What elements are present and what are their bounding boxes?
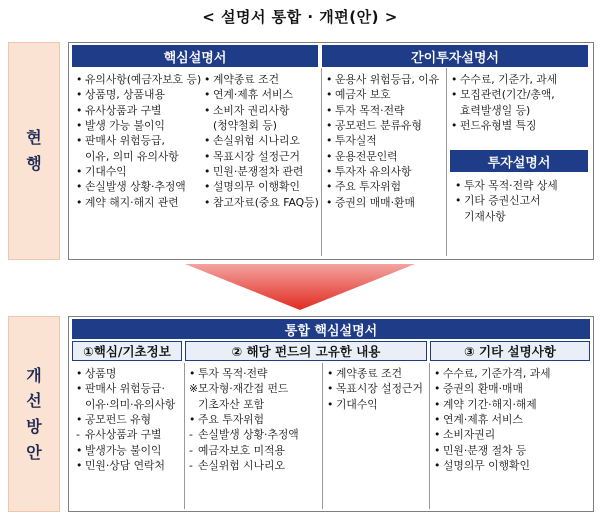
divider: [321, 68, 322, 256]
list-item: • 소비자권리: [434, 427, 590, 442]
divider: [322, 363, 323, 509]
list-item: • 설명의무 이행확인: [204, 179, 322, 194]
list-item: • 기타 증권신고서: [455, 193, 589, 208]
list-item: • 주요 투자위험: [326, 179, 444, 194]
section1-list: [76, 366, 184, 473]
list-item: • 상품명, 상품내용: [76, 87, 202, 102]
list-item: • 펀드유형별 특징: [451, 118, 589, 133]
list-item: - 예금자보호 미적용: [189, 443, 319, 458]
list-item: • 설명의무 이행확인: [434, 458, 590, 473]
list-item: • 유사상품과 구별: [76, 103, 202, 118]
section2-header: ② 해당 펀드의 고유한 내용: [185, 341, 427, 361]
list-item: 기재사항: [464, 209, 506, 223]
list-item: • 유의사항(예금자보호 등): [76, 72, 202, 87]
core-summary-header: 핵심설명서: [72, 45, 318, 67]
list-item: • 공모펀드 분류유형: [326, 118, 444, 133]
list-item: • 판매사 위험등급,: [76, 133, 202, 148]
section3-header: ③ 기타 설명사항: [430, 341, 590, 361]
list-item: • 기대수익: [76, 164, 202, 179]
list-item: • 투자 목적·전략: [189, 366, 319, 381]
list-item: • 투자 목적·전략: [326, 103, 444, 118]
list-item: 이유·의미·유의사항: [85, 397, 176, 411]
list-item: • 계약 해지·해지 관련: [76, 195, 202, 210]
list-item: • 운용전문인력: [326, 149, 444, 164]
list-item: • 연계·제휴 서비스: [434, 412, 590, 427]
side-char: 현: [26, 128, 42, 148]
side-char: 방: [26, 417, 42, 436]
list-item: • 운용사 위험등급, 이유: [326, 72, 444, 87]
list-item: • 계약 기간·해지·해제: [434, 397, 590, 412]
list-item: • 기대수익: [327, 397, 427, 412]
list-item: • 투자 목적·전략 상세: [455, 178, 589, 193]
core-list-col1: [76, 72, 202, 210]
simple-list-col2: [451, 72, 589, 133]
section2-list-col2: [327, 366, 427, 412]
section3-list: [434, 366, 590, 473]
list-item: • 민원·분쟁 절차 등: [434, 443, 590, 458]
list-item: • 계약종료 조건: [204, 72, 322, 87]
list-item: • 목표시장 설정근거: [204, 149, 322, 164]
list-item: • 손실발생 상황·추정액: [76, 179, 202, 194]
list-item: • 발생 가능 불이익: [76, 118, 202, 133]
page-title: < 설명서 통합 · 개편(안) >: [202, 8, 398, 26]
divider: [446, 68, 447, 256]
divider: [429, 363, 430, 509]
core-list-col2: [204, 72, 322, 210]
down-arrow-icon: [185, 264, 415, 310]
list-item: • 민원·분쟁절차 관련: [204, 164, 322, 179]
current-side-label: [8, 42, 60, 260]
improved-side-label: [8, 316, 60, 512]
divider: [184, 363, 185, 509]
list-item: - 유사상품과 구별: [76, 427, 184, 442]
simple-prospectus-header: 간이투자설명서: [322, 45, 588, 67]
list-item: • 수수료, 기준가, 과세: [451, 72, 589, 87]
side-char: 안: [26, 442, 42, 462]
list-item: • 판매사 위험등급·: [76, 381, 184, 396]
simple-list-col1: [326, 72, 444, 210]
list-item: • 민원·상담 연락처: [76, 458, 184, 473]
integrated-summary-header: 통합 핵심설명서: [72, 319, 590, 339]
list-item: • 증권의 매매·환매: [326, 195, 444, 210]
side-char: 개: [26, 365, 42, 385]
list-item: 이유, 의미 유의사항: [85, 149, 179, 163]
list-item: • 모집관련(기간/총액,: [451, 87, 589, 102]
prospectus-list: [455, 178, 589, 224]
side-char: 선: [26, 391, 42, 411]
list-item: • 상품명: [76, 366, 184, 381]
list-item: • 손실위험 시나리오: [204, 133, 322, 148]
list-item: • 증권의 환매·매매: [434, 381, 590, 396]
section1-header: ①핵심/기초정보: [72, 341, 182, 361]
side-char: 행: [26, 154, 42, 173]
list-item: • 공모펀드 유형: [76, 412, 184, 427]
list-item: • 연계·제휴 서비스: [204, 87, 322, 102]
list-item: ※ 모자형·재간접 펀드: [189, 381, 319, 396]
prospectus-header: 투자설명서: [450, 150, 588, 172]
list-item: 효력발생일 등): [460, 103, 531, 117]
list-item: • 발생가능 불이익: [76, 443, 184, 458]
list-item: • 투자실적: [326, 133, 444, 148]
list-item: (청약철회 등): [213, 118, 278, 132]
list-item: 기초자산 포함: [198, 397, 265, 411]
list-item: • 투자자 유의사항: [326, 164, 444, 179]
list-item: • 참고자료(중요 FAQ등): [204, 195, 322, 210]
list-item: • 목표시장 설정근거: [327, 381, 427, 396]
section2-list-col1: [189, 366, 319, 473]
list-item: • 수수료, 기준가격, 과세: [434, 366, 590, 381]
list-item: • 주요 투자위험: [189, 412, 319, 427]
list-item: - 손실발생 상황·추정액: [189, 427, 319, 442]
list-item: • 계약종료 조건: [327, 366, 427, 381]
list-item: • 예금자 보호: [326, 87, 444, 102]
list-item: - 손실위험 시나리오: [189, 458, 319, 473]
list-item: • 소비자 권리사항: [204, 103, 322, 118]
